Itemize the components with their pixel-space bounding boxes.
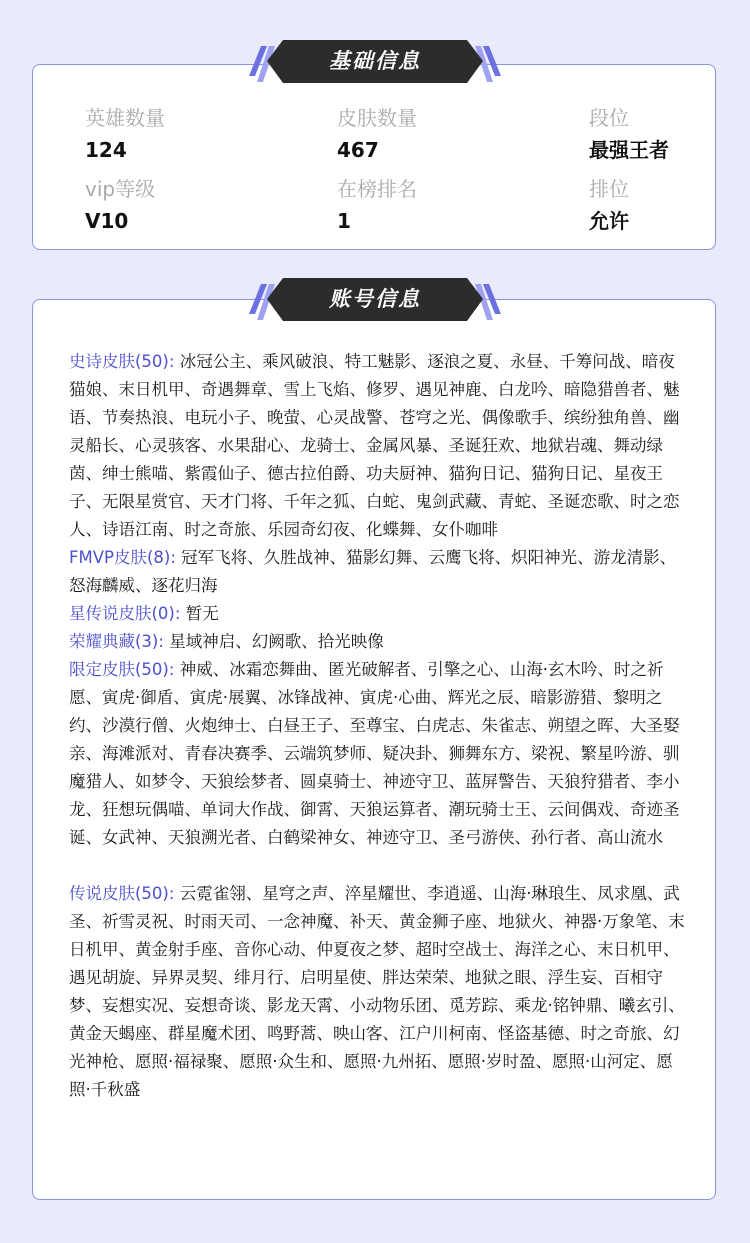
banner-title: 账号信息 (329, 287, 421, 311)
skin-section-limited (69, 656, 689, 852)
skin-list (69, 348, 689, 1104)
stat-vip-level (85, 176, 155, 234)
stat-value: 467 (337, 138, 379, 162)
skin-section-epic (69, 348, 689, 544)
skin-section-glory-collection (69, 628, 689, 656)
skin-section-fmvp (69, 544, 689, 600)
stat-hero-count (85, 105, 165, 163)
stat-label: vip等级 (85, 177, 156, 201)
stat-value: 124 (85, 138, 127, 162)
stat-value: 最强王者 (589, 138, 669, 162)
skin-items: 冰冠公主、乘风破浪、特工魅影、逐浪之夏、永昼、千筹问战、暗夜猫娘、末日机甲、奇遇舞章、雪上飞焰、修罗、遇见神鹿、白龙吟、暗隐猎兽者、魅语、节奏热浪、电玩小子、晚萤、心灵战警、苍穹之光、偶像歌手、缤纷独角兽、幽灵船长、心灵骇客、水果甜心、龙骑士、金属风暴、圣诞狂欢、地狱岩魂、舞动绿茵、绅士熊喵、紫霞仙子、德古拉伯爵、功夫厨神、猫狗日记、猫狗日记、星夜王子、无限星赏官、天才门将、千年之狐、白蛇、鬼剑武藏、青蛇、圣诞恋歌、时之恋人、诗语江南、时之奇旅、乐园奇幻夜、化蝶舞、女仆咖啡 (69, 352, 680, 539)
skin-category-label: FMVP皮肤(8): (69, 548, 176, 567)
skin-section-star-legend (69, 600, 689, 628)
account-info-banner (245, 276, 505, 324)
skin-category-label: 限定皮肤(50): (69, 660, 175, 679)
skin-category-label: 史诗皮肤(50): (69, 352, 175, 371)
banner-title: 基础信息 (329, 49, 421, 73)
stat-label: 在榜排名 (337, 177, 417, 201)
skin-items: 星域神启、幻阙歌、拾光映像 (169, 632, 384, 651)
skin-category-label: 星传说皮肤(0): (69, 604, 181, 623)
stat-leaderboard-rank (337, 176, 417, 234)
basic-info-banner (245, 38, 505, 86)
stat-label: 皮肤数量 (337, 106, 417, 130)
skin-section-legend (69, 880, 689, 1104)
skin-items: 云霓雀翎、星穹之声、淬星耀世、李逍遥、山海·琳琅生、凤求凰、武圣、祈雪灵祝、时雨天司、一念神魔、补天、黄金狮子座、地狱火、神器·万象笔、末日机甲、黄金射手座、音你心动、仲夏夜之梦、超时空战士、海洋之心、末日机甲、遇见胡旋、异界灵契、绯月行、启明星使、胖达荣荣、地狱之眼、浮生妄、百相守梦、妄想实况、妄想奇谈、影龙天霄、小动物乐团、觅芳踪、乘龙·铭钟鼎、曦玄引、黄金天蝎座、群星魔术团、鸣野蒿、映山客、江户川柯南、怪盗基德、时之奇旅、幻光神枪、愿照·福禄聚、愿照·众生和、愿照·九州拓、愿照·岁时盈、愿照·山河定、愿照·千秋盛 (69, 884, 685, 1099)
skin-items: 冠军飞将、久胜战神、猫影幻舞、云鹰飞将、炽阳神光、游龙清影、怒海麟威、逐花归海 (69, 548, 677, 595)
stat-label: 排位 (589, 177, 629, 201)
stat-value: V10 (85, 209, 129, 233)
skin-category-label: 传说皮肤(50): (69, 884, 175, 903)
stat-value: 允许 (589, 209, 629, 233)
stat-label: 英雄数量 (85, 106, 165, 130)
skin-items: 暂无 (185, 604, 219, 623)
stat-ranked-allowed (589, 176, 629, 234)
stat-value: 1 (337, 209, 351, 233)
stat-label: 段位 (589, 106, 629, 130)
basic-info-card (32, 64, 716, 250)
stat-skin-count (337, 105, 417, 163)
account-info-card (32, 299, 716, 1200)
skin-category-label: 荣耀典藏(3): (69, 632, 164, 651)
skin-items: 神威、冰霜恋舞曲、匿光破解者、引擎之心、山海·玄木吟、时之祈愿、寅虎·御盾、寅虎·展翼、冰锋战神、寅虎·心曲、辉光之辰、暗影游猎、黎明之约、沙漠行僧、火炮绅士、白昼王子、至尊宝、白虎志、朱雀志、朔望之晖、大圣娶亲、海滩派对、青春决赛季、云端筑梦师、疑决卦、狮舞东方、梁祝、繁星吟游、驯魔猎人、如梦令、天狼绘梦者、圆桌骑士、神迹守卫、蓝屏警告、天狼狩猎者、李小龙、狂想玩偶喵、单词大作战、御霄、天狼运算者、潮玩骑士王、云间偶戏、奇迹圣诞、女武神、天狼溯光者、白鹤梁神女、神迹守卫、圣弓游侠、孙行者、高山流水 (69, 660, 680, 847)
stat-rank-tier (589, 105, 669, 163)
